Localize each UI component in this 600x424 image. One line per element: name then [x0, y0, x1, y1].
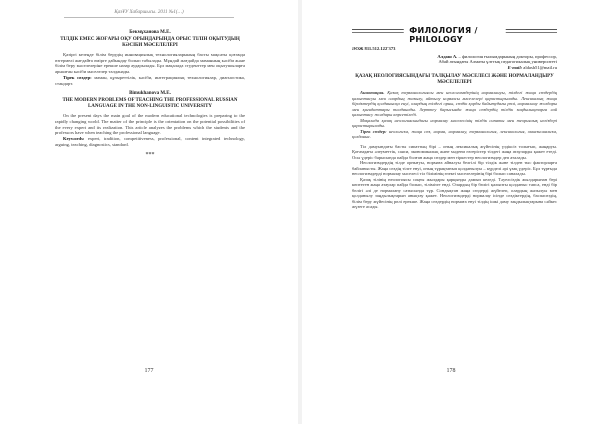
- abstract-text: Қазақ терминологиясы мен неологизмдерінің нормалануы, тілдегі жаңа сөздердің қалыптасуы мен олардың жазылу, айтылу нормасы мәселелері қарастырылады. Лексикалық жаңа бірліктердің қолданысқа енуі, олардың тілдегі орны, сөздік қорды байытудағы рөлі, нормалану жолдары мен қағидаттары талданады. Зерттеу барысында жаңа сөздердің тілдік заңдылықтарға сай қалыптасу жолдары көрсетіледі.: [352, 90, 557, 118]
- article-kz-author: Бекмұханова М.Е.: [129, 30, 171, 35]
- left-page: [0, 0, 298, 424]
- keywords-label: Тірек сөздер:: [360, 128, 387, 134]
- udc-code: ӘОЖ 811.512.122'373: [352, 46, 396, 51]
- article-kz-keywords: [55, 75, 245, 86]
- page-number-left: 177: [144, 368, 154, 374]
- section-header-label: ФИЛОЛОГИЯ / PHILOLOGY: [403, 26, 506, 44]
- author-degree: – филология ғылымдарының докторы, профессор,: [458, 54, 557, 59]
- author-name: Алдаш А.: [437, 54, 458, 59]
- keywords: [352, 129, 557, 140]
- right-content: [352, 26, 557, 210]
- author-email: aldash51@mail.ru: [523, 64, 557, 70]
- running-head-text: ҚазҰУ Хабаршысы. 2011 №1(…): [114, 10, 184, 15]
- section-separator-stars: ***: [145, 152, 155, 159]
- left-content: [55, 30, 245, 158]
- email-label: E-mail:: [507, 64, 523, 70]
- page-number-right: 178: [446, 368, 456, 374]
- article-en: [55, 91, 245, 147]
- abstract-label: Аннотация.: [360, 90, 385, 96]
- right-page: [302, 0, 600, 424]
- article-kz-body: Қазіргі кезеңде білім берудің инновациялық технологияларының басты мақсаты қоғамда өзгермелі жағдайға өмірге дайындау болып табылады. Мұндай жағдайда маманның кәсіби және білім беру мәселелеріне ерекше назар аударылады. Бұл мақалада студенттер мен оқытушыларға арналған кәсіби мәселелер талданады.: [55, 52, 245, 75]
- running-head: [0, 10, 298, 18]
- article-kz: [55, 30, 245, 86]
- article-en-title: THE MODERN PROBLEMS OF TEACHING THE PROFESSIONAL RUSSIAN LANGUAGE IN THE NON-LINGUISTIC UNIVERSITY: [62, 98, 238, 110]
- article-en-keywords-text: expert, tradition, competitiveness, professional, content integrated technology, arguing, teaching, diagnostics, standard.: [55, 136, 245, 147]
- article-en-author: Bimukhanova M.E.: [129, 91, 171, 97]
- section-header: [352, 26, 557, 44]
- body-paragraph: Қазақ тілінің неологиясы соңғы жылдары қарқынды дамып келеді. Тәуелсіздік жылдарынан бері көптеген жаңа атаулар пайда болып, тілімізге енді. Олардың бір бөлігі қалыпты қолданыс тапса, енді бір бөлігі әлі де нормалану сатысында тұр. Сондықтан жаңа сөздерді жүйелеп, олардың жазылуы мен қолданылу заңдылықтарын анықтау қажет. Неологизмдерді нормалау ісінде сөздіктердің, баспасөздің, білім беру жүйесінің рөлі ерекше. Жаңа сөздердің нормаға енуі тілдің ішкі даму заңдылықтарына сәйкес жүзеге асады.: [352, 176, 557, 210]
- abstract-continued: Мақалада қазақ неологиясындағы нормалау мәселесінің тілдік сипаты мен теориялық негіздері қарастырылады.: [352, 117, 557, 129]
- article-en-keywords-label: Keywords:: [63, 136, 85, 142]
- author-affiliation: Абай атындағы Алматы ұлттық педагогикалық университеті: [438, 59, 557, 64]
- abstract: [352, 90, 557, 118]
- keywords-text: неологизм, жаңа сөз, норма, нормалау, терминология, лексикология, окказионализм, қолданыс.: [352, 128, 557, 140]
- article-en-keywords: [55, 136, 245, 147]
- running-head-rule: [64, 17, 234, 18]
- article-kz-keywords-label: Тірек сөздер:: [63, 74, 92, 80]
- article-en-body: On the present days the main goal of the modern educational technologies is preparing to the rapidly changing world. The matter of the principle is the orientation on the potential possibilities of the every expert and its realization. This article analyzes the problems which the students and the professors have when teaching the professional language.: [55, 113, 245, 136]
- article-kz-keywords-text: маман, құзыреттілік, кәсіби, интеграциялық технологиялар, диагностика, стандарт.: [55, 74, 245, 86]
- article-kz-title: ТІЛДІК ЕМЕС ЖОҒАРЫ ОҚУ ОРЫНДАРЫНДА ОРЫС ТІЛІН ОҚЫТУДЫҢ КӘСІБИ МӘСЕЛЕЛЕРІ: [60, 37, 240, 48]
- article-title: ҚАЗАҚ НЕОЛОГИЯСЫНДАҒЫ ТАЛҚЫЛАУ МӘСЕЛЕСІ ЖӘНЕ НОРМАЛАНДЫРУ МӘСЕЛЕЛЕРІ: [355, 74, 554, 86]
- body-paragraph: Неологизмдердің тілде орнығуы, нормаға айналуы белгілі бір тілдік және тілден тыс факторларға байланысты. Жаңа сөздің тілге енуі, оның тұрақтанып қолданылуы – күрделі әрі ұзақ үдеріс. Бұл тұрғыда неологизмдерді нормалау мәселесі тіл білімінің өзекті мәселелерінің бірі болып саналады.: [352, 160, 557, 177]
- author-email-line: [352, 65, 557, 71]
- body-paragraph: Тіл дамуындағы басты сипаттың бірі – оның лексикалық жүйесінің үздіксіз толығып, жаңаруы. Қоғамдағы әлеуметтік, саяси, экономикалық және мәдени өзгерістер тілдегі жаңа атауларды қажет етеді. Осы үдеріс барысында пайда болған жаңа сөздер мен тіркестер неологизмдер деп аталады.: [352, 143, 557, 160]
